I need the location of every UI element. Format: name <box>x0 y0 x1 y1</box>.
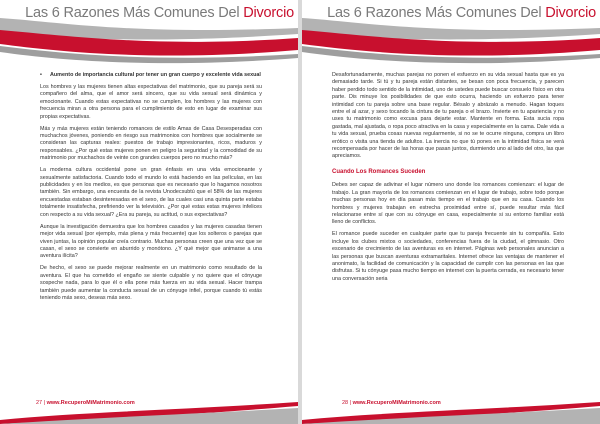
footer-swoosh-graphic <box>302 394 600 424</box>
paragraph: Aunque la investigación demuestra que los hombres casados y las mujeres casadas tienen mejor vida sexual (por ejemplo, más plena y más frecuente) que los solteros o parejas que viven juntas, la opinión popular creía contrario. Muchas personas creen que una vez que se casan, el sexo se convierte en aburrido y monótono. ¿Y qué mejor que animarse a una aventura ilícita? <box>40 223 262 260</box>
page-number: 28 <box>342 400 349 406</box>
page-body <box>332 72 564 288</box>
page-footer: 27 | www.RecuperoMiMatrimonio.com <box>36 400 135 406</box>
footer-link[interactable]: www.RecuperoMiMatrimonio.com <box>46 400 135 406</box>
paragraph: El romance puede suceder en cualquier parte que tu pareja frecuente sin tu compañía. Esto incluye los clubes mixtos o sociedades, conferencias fuera de la ciudad, el gimnasio. Otro escenario de crecimiento de las aventuras es en internet. Páginas web personales anuncian a las personas que buscan aventuras extramaritales. Internet ofrece las ventajas de mantener el anonimato, la facilidad de comunicación y la capacidad de cumplir con las personas en las que disfrutas. Si tu cónyuge pasa mucho tiempo en internet con la puerta cerrada, es necesario tener una conversación seria <box>332 231 564 282</box>
footer-link[interactable]: www.RecuperoMiMatrimonio.com <box>352 400 441 406</box>
page-footer: 28 | www.RecuperoMiMatrimonio.com <box>342 400 441 406</box>
header-title: Las 6 Razones Más Comunes Del Divorcio <box>327 5 596 21</box>
paragraph: Debes ser capaz de adivinar el lugar número uno donde los romances comienzan: el lugar de trabajo. La gran mayoría de los romances comienzan en el lugar de trabajo, sobre todo porque muchas personas hoy en día pasan más tiempo en el trabajo que en su casa. Cuando los hombres y mujeres trabajan en estrecha proximidad entre sí, puede resultar más fácil relacionarse entre sí que con su cónyuge en casa, especialmente si su entorno familiar está lleno de conflictos. <box>332 182 564 226</box>
right-page <box>302 0 600 424</box>
paragraph: La moderna cultura occidental pone un gran énfasis en una vida emocionante y sexualmente satisfactoria. Cuando todo el mundo lo está haciendo en las películas, en las publicidades y en los medios, es que personas que es necesario que lo hagamos nosotros también. Sin embargo, una encuesta de la revista Unodecsubtú que el 58% de las mujeres encuestadas estaban desinteresadas en el sexo, de las cuales casi una quinta parte estaba totalmente insatisfecha, prefiriendo ver la televisión. ¿Por qué estas estas mujeres infelices con respecto a su vida sexual? ¿Era su pareja, su actitud, o sus expectativas? <box>40 167 262 218</box>
page-number: 27 <box>36 400 43 406</box>
paragraph: Los hombres y las mujeres tienen altas expectativas del matrimonio, que su pareja será su compañero del alma, que el amor será sincero, que su vida sexual será dinámica y emocionante. Cuando estas expectativas no se cumplen, los hombres y las mujeres con frecuencia miran a otra persona para el cumplimiento de esto en lugar de examinar sus propias expectativas. <box>40 84 262 120</box>
left-page <box>0 0 298 424</box>
bullet-heading: • Aumento de importancia cultural por tener un gran cuerpo y excelente vida sexual <box>40 72 262 79</box>
page-body <box>40 72 262 307</box>
paragraph: Desafortunadamente, muchas parejas no ponen el esfuerzo en su vida sexual hasta que es ya demasiado tarde. Si tú y tu pareja están distantes, se besan con poca frecuencia, y parecen haber perdido todo sentido de la intimidad, uno de ustedes puede buscar consuelo físico en otra parte. Dis minuye los posibilidades de que esto ocurra, haciendo un esfuerzo para tener intimidad con tu pareja sobre una base regular. Bésalo y abrázalo a menudo. Hagan toques entre el al azar, y sexo tocando la cintura de tu pareja o el brazo. Invierte en tu apariencia y no uses tu matrimonio como excusa para dejarte estar. Mantente en forma. Esta sucia ropa gastada, mal ajustada, o ropa poco atractiva en la casa y especialmente en la cama. Dale vida a tu vida sexual, prueba cosas nuevas regularmente, si no se te ocurre ninguna, compra un libro erótico o visita una tienda de adultos. La inercia no que tú pones en la intimidad física se verá recompensada por hacer de las horas que pasan juntos, durmiendo uno al lado del otro, las que apreciamos. <box>332 72 564 160</box>
paragraph: De hecho, el sexo se puede mejorar realmente en un matrimonio como resultado de la aventura. El que ha cometido el engaño se siente culpable y no quiere que el cónyuge sospeche nada, para lo que él o ella pone más fuerza en su vida sexual. Hacer trampa también puede aumentar la conducta sexual de un cónyuge infiel, porque cuando tú estás teniendo más sexo, deseas más sexo. <box>40 265 262 301</box>
paragraph: Más y más mujeres están teniendo romances de estilo Amas de Casa Desesperadas con muchachos jóvenes, poniendo en riesgo sus matrimonios con hombres que socialmente se consideran las capturas reales: puestos de trabajo impresionantes, ricos, maduros y responsables. ¿Por qué estas mujeres ponen en peligro la seguridad y la comodidad de su matrimonio por muchachos de veinte con grandes cuerpos pero no mucho más? <box>40 125 262 162</box>
section-heading: Cuando Los Romances Suceden <box>332 168 426 175</box>
header-title: Las 6 Razones Más Comunes Del Divorcio <box>25 5 294 21</box>
footer-swoosh-graphic <box>0 394 298 424</box>
